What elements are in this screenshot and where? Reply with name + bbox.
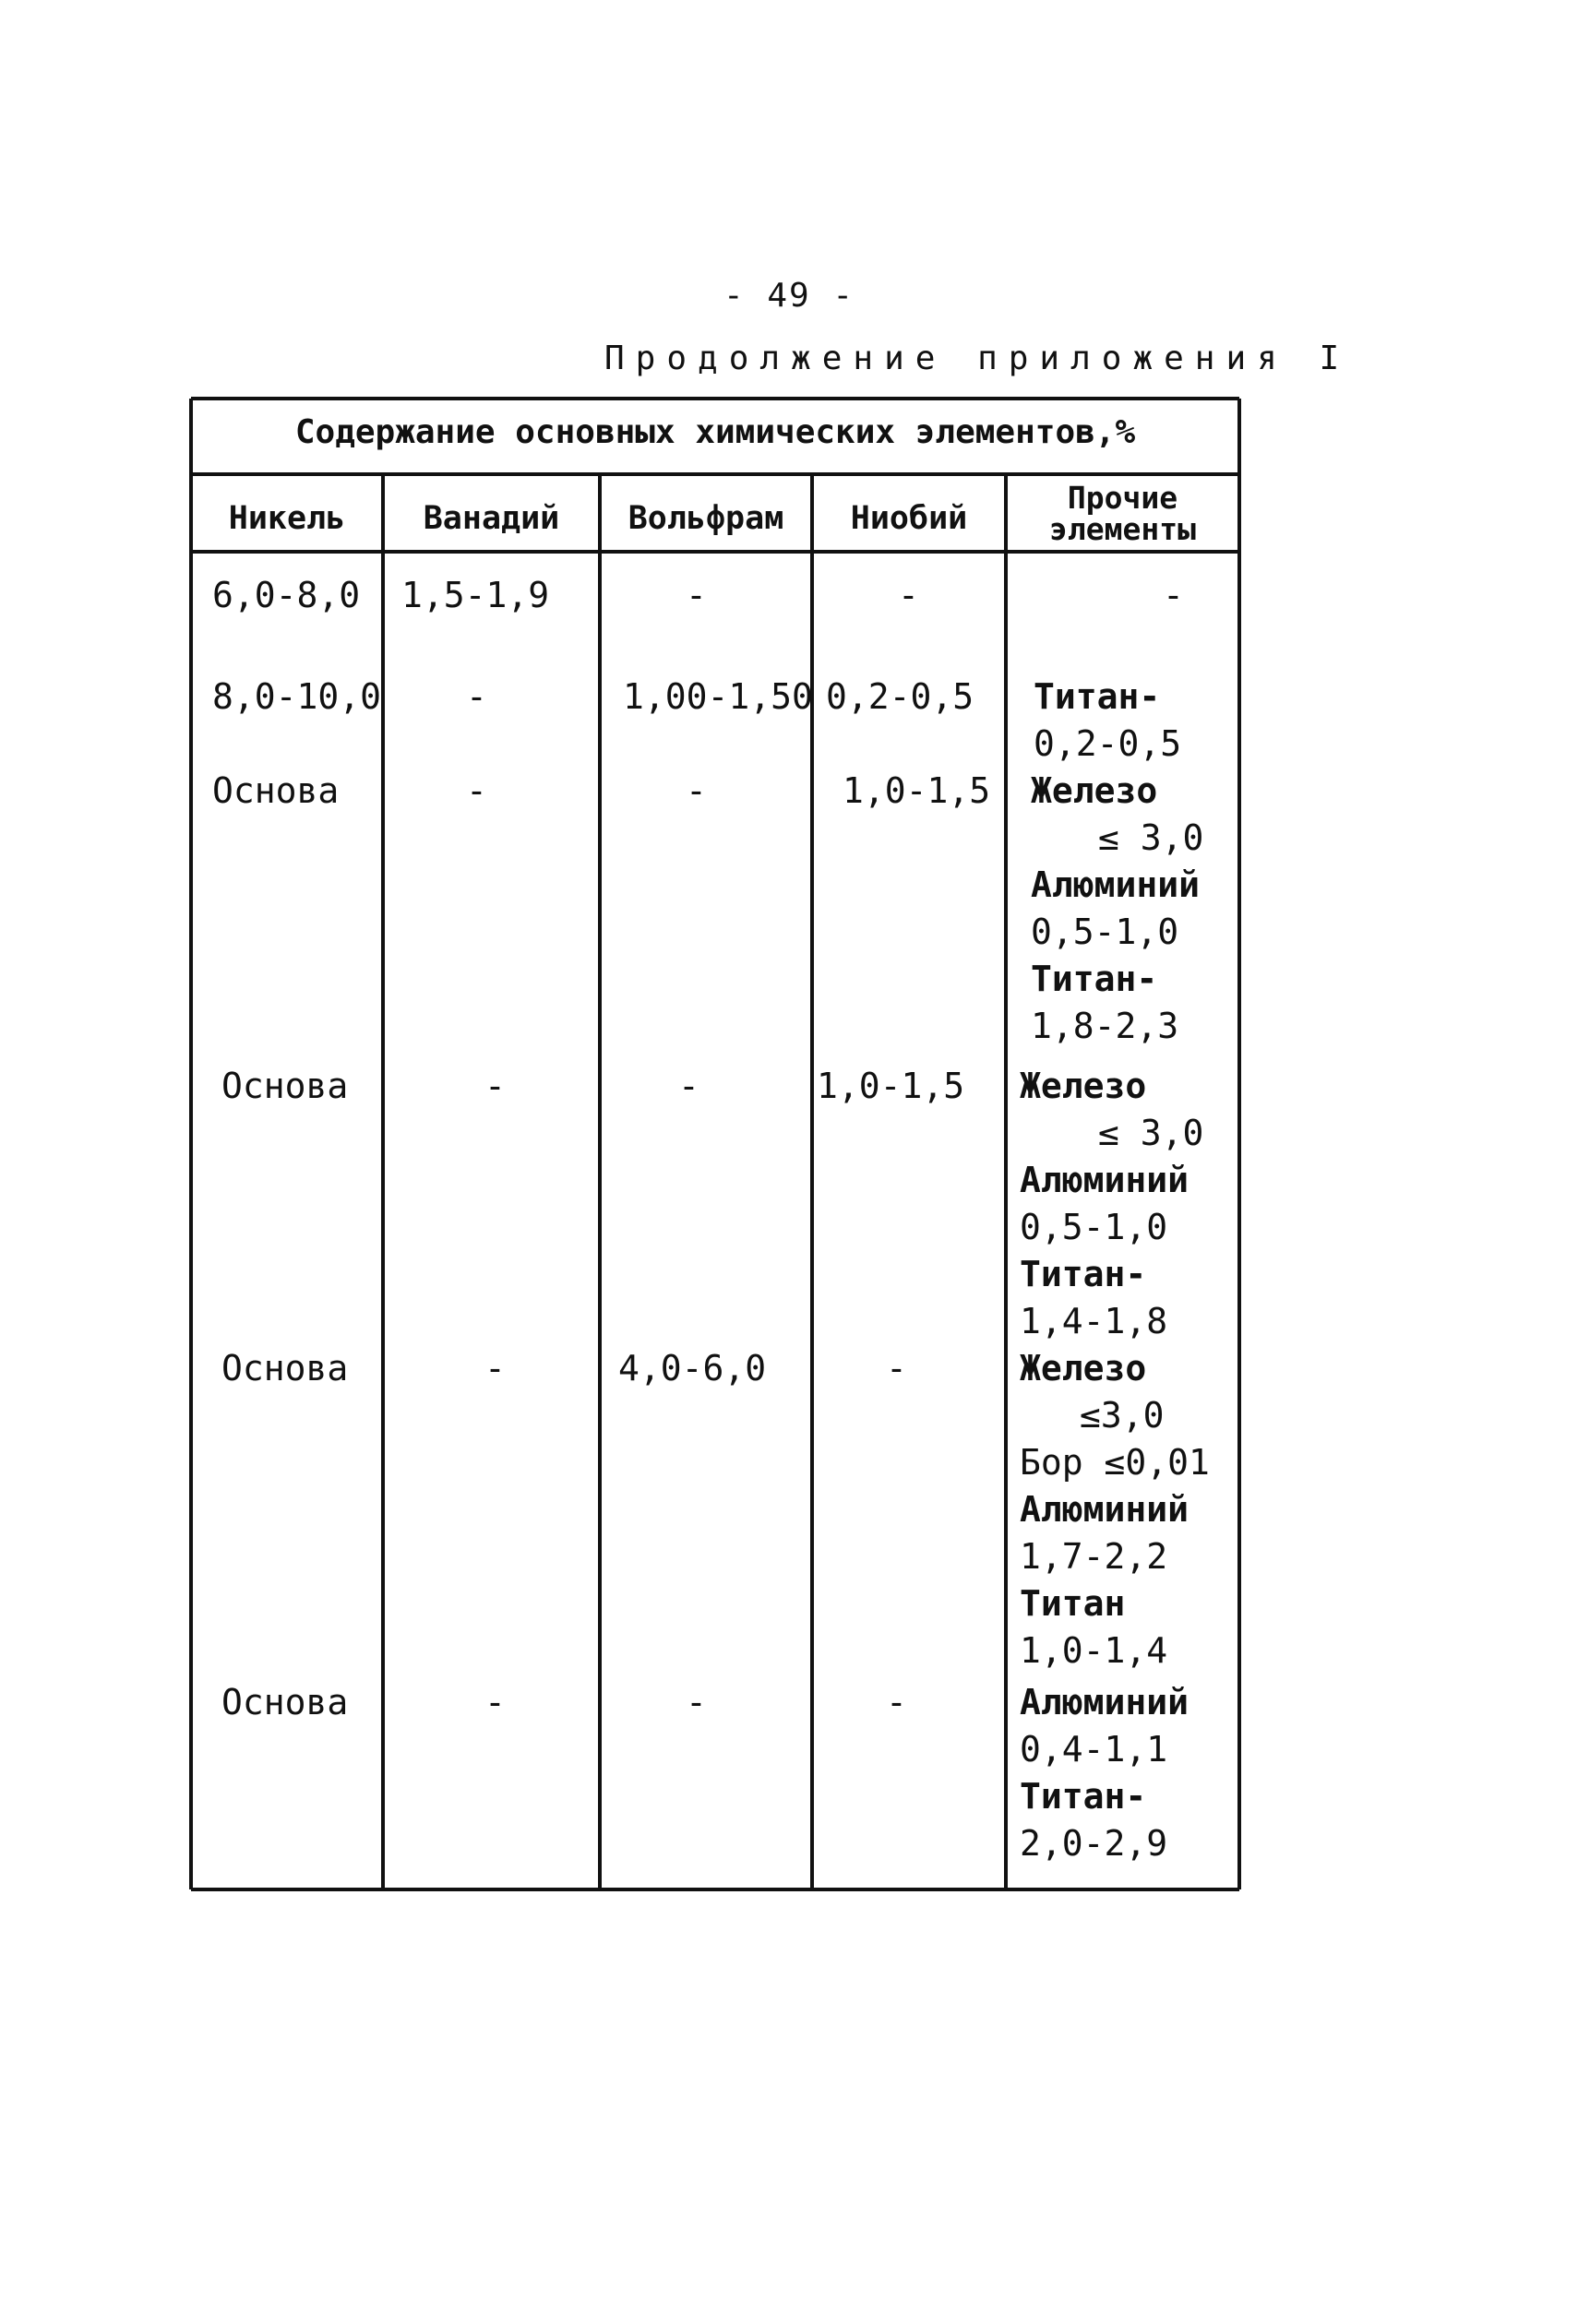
cell-vanadium: - — [484, 1348, 506, 1388]
cell-niobium: - — [898, 575, 919, 615]
cell-other-line: ≤ 3,0 — [1098, 817, 1204, 858]
cell-other-line: Железо — [1020, 1348, 1147, 1388]
cell-other-line: Алюминий — [1020, 1489, 1189, 1530]
cell-other-line: Железо — [1020, 1066, 1147, 1106]
cell-other-line: ≤ 3,0 — [1098, 1113, 1204, 1153]
cell-nickel: 6,0-8,0 — [212, 575, 361, 615]
cell-niobium: - — [886, 1682, 907, 1722]
cell-other-line: 0,5-1,0 — [1020, 1207, 1168, 1247]
cell-nickel: Основа — [212, 770, 340, 811]
continuation-caption: Продолжение приложения I — [604, 340, 1351, 377]
cell-tungsten: - — [686, 1682, 707, 1722]
cell-other-line: Алюминий — [1020, 1682, 1189, 1722]
cell-nickel: 8,0-10,0 — [212, 676, 382, 717]
column-header-other-elements: Прочие элементы — [1049, 480, 1196, 547]
cell-other-line: 1,4-1,8 — [1020, 1301, 1168, 1341]
table-title: Содержание основных химических элементов,% — [294, 413, 1136, 451]
cell-nickel: Основа — [221, 1348, 349, 1388]
column-header-vanadium: Ванадий — [423, 500, 560, 537]
column-header-tungsten: Вольфрам — [628, 500, 784, 537]
cell-vanadium: - — [484, 1066, 506, 1106]
cell-vanadium: - — [466, 770, 487, 811]
cell-vanadium: 1,5-1,9 — [401, 575, 550, 615]
cell-other-line: Алюминий — [1020, 1160, 1189, 1200]
cell-other-line: Титан- — [1031, 959, 1158, 999]
page-number: - 49 - — [723, 277, 855, 315]
cell-tungsten: - — [686, 770, 707, 811]
cell-other-line: 1,7-2,2 — [1020, 1536, 1168, 1577]
cell-nickel: Основа — [221, 1066, 349, 1106]
cell-other: - — [1163, 575, 1184, 615]
cell-niobium: 1,0-1,5 — [817, 1066, 965, 1106]
cell-other-line: Титан- — [1020, 1776, 1147, 1817]
cell-other-line: Алюминий — [1031, 864, 1201, 905]
cell-nickel: Основа — [221, 1682, 349, 1722]
cell-tungsten: - — [686, 575, 707, 615]
cell-other-line: 1,8-2,3 — [1031, 1006, 1179, 1046]
composition-table — [189, 397, 1241, 1891]
cell-other-line: 0,2-0,5 — [1034, 723, 1182, 764]
cell-vanadium: - — [484, 1682, 506, 1722]
cell-other-line: 2,0-2,9 — [1020, 1823, 1168, 1864]
cell-other-line: Железо — [1031, 770, 1158, 811]
cell-other-line: ≤3,0 — [1080, 1395, 1165, 1436]
column-header-niobium: Ниобий — [850, 500, 968, 537]
cell-other-line: 0,4-1,1 — [1020, 1729, 1168, 1770]
cell-niobium: 0,2-0,5 — [826, 676, 974, 717]
cell-other-line: Бор ≤0,01 — [1020, 1442, 1210, 1483]
cell-tungsten: - — [678, 1066, 699, 1106]
cell-niobium: - — [886, 1348, 907, 1388]
cell-vanadium: - — [466, 676, 487, 717]
cell-other-line: 1,0-1,4 — [1020, 1630, 1168, 1671]
cell-tungsten: 4,0-6,0 — [618, 1348, 767, 1388]
cell-tungsten: 1,00-1,50 — [623, 676, 813, 717]
cell-other-line: Титан — [1020, 1583, 1126, 1624]
cell-other-line: Титан- — [1034, 676, 1161, 717]
column-header-nickel: Никель — [228, 500, 346, 537]
cell-niobium: 1,0-1,5 — [843, 770, 991, 811]
cell-other-line: 0,5-1,0 — [1031, 912, 1179, 952]
cell-other-line: Титан- — [1020, 1254, 1147, 1294]
